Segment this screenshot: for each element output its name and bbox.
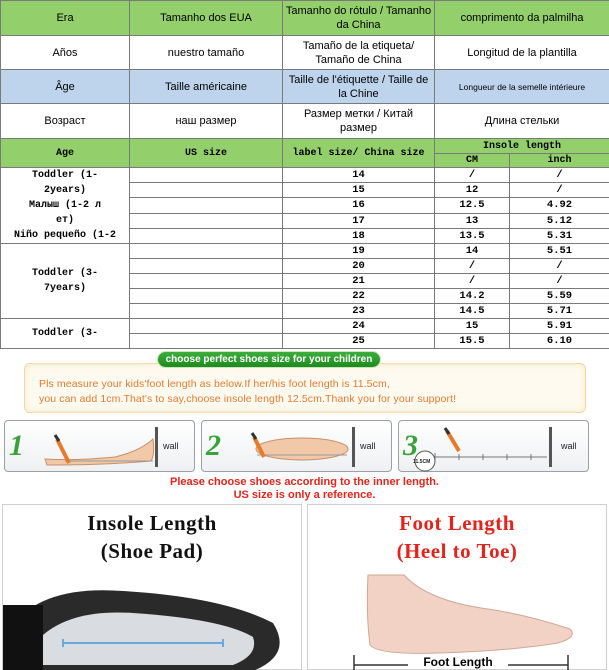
cm-cell: 12 <box>435 183 510 198</box>
table-row <box>1 319 609 334</box>
step-number: 1 <box>9 429 24 462</box>
cm-cell: 14.2 <box>435 289 510 304</box>
measure-badge: 11.5CM <box>413 459 431 465</box>
age-header: Age <box>1 139 130 168</box>
step-number: 2 <box>206 429 221 462</box>
insole-label: Longitud de la plantilla <box>435 36 609 70</box>
cm-cell: 12.5 <box>435 198 510 213</box>
insole-label: Длина стельки <box>435 104 609 139</box>
wall-label: wall <box>360 441 376 451</box>
inch-cell: / <box>510 183 609 198</box>
inch-cell: / <box>510 274 609 289</box>
era-label: Возраст <box>1 104 130 139</box>
us-size-reference-note: US size is only a reference. <box>233 489 376 501</box>
label-size-cell: 16 <box>283 198 435 213</box>
inch-cell: 5.12 <box>510 213 609 228</box>
us-size-cell <box>130 259 283 274</box>
cm-cell: 15.5 <box>435 334 510 349</box>
foot-title: Foot Length <box>399 511 515 535</box>
foot-side-illustration <box>308 505 608 670</box>
era-label: Âge <box>1 70 130 104</box>
label-size-cell: 24 <box>283 319 435 334</box>
cm-cell: / <box>435 274 510 289</box>
label-size-label: Taille de l'étiquette / Taille de la Chine <box>283 70 435 104</box>
foot-subtitle: (Heel to Toe) <box>396 539 518 563</box>
us-size-cell <box>130 244 283 259</box>
cm-header: CM <box>435 154 510 168</box>
label-size-cell: 20 <box>283 259 435 274</box>
shoe-insole-illustration <box>3 505 303 670</box>
inch-cell: 5.31 <box>510 228 609 243</box>
inch-cell: 5.51 <box>510 244 609 259</box>
us-size-header: US size <box>130 139 283 168</box>
lang-row-portuguese <box>1 1 609 36</box>
step-number: 3 <box>403 429 418 462</box>
us-size-cell <box>130 289 283 304</box>
age-group-cell: Toddler (3- 7years) <box>1 244 130 319</box>
table-row <box>1 168 609 183</box>
us-size-cell <box>130 304 283 319</box>
step-3-diagram <box>398 420 589 472</box>
lang-row-spanish <box>1 36 609 70</box>
inner-length-note: Please choose shoes according to the inner length. <box>170 476 439 488</box>
inch-cell: 5.59 <box>510 289 609 304</box>
insole-title: Insole Length <box>87 511 217 535</box>
column-header-row <box>1 139 609 154</box>
label-size-cell: 14 <box>283 168 435 183</box>
cm-cell: 15 <box>435 319 510 334</box>
inch-cell: 4.92 <box>510 198 609 213</box>
lang-row-russian <box>1 104 609 139</box>
measure-instructions-banner <box>0 349 609 415</box>
insole-subtitle: (Shoe Pad) <box>100 539 204 563</box>
inch-header: inch <box>510 154 609 168</box>
us-size-cell <box>130 274 283 289</box>
us-size-cell <box>130 228 283 243</box>
table-row <box>1 244 609 259</box>
us-size-cell <box>130 198 283 213</box>
era-label: Años <box>1 36 130 70</box>
step-1-diagram <box>4 420 195 472</box>
us-size-cell <box>130 183 283 198</box>
us-size-cell <box>130 213 283 228</box>
cm-cell: 14.5 <box>435 304 510 319</box>
label-size-header: label size/ China size <box>283 139 435 168</box>
cm-cell: / <box>435 259 510 274</box>
label-size-cell: 25 <box>283 334 435 349</box>
inch-cell: / <box>510 259 609 274</box>
us-size-cell <box>130 168 283 183</box>
label-size-cell: 15 <box>283 183 435 198</box>
cm-cell: 13.5 <box>435 228 510 243</box>
step-2-diagram <box>201 420 392 472</box>
banner-title: choose perfect shoes size for your children <box>158 352 380 367</box>
label-size-label: Tamanho do rótulo / Tamanho da China <box>283 1 435 36</box>
instructions-box <box>24 363 586 413</box>
label-size-label: Tamaño de la etiqueta/ Tamaño de China <box>283 36 435 70</box>
inch-cell: 5.71 <box>510 304 609 319</box>
inch-cell: / <box>510 168 609 183</box>
label-size-cell: 17 <box>283 213 435 228</box>
cm-cell: 13 <box>435 213 510 228</box>
us-size-label: Taille américaine <box>130 70 283 104</box>
label-size-cell: 19 <box>283 244 435 259</box>
us-size-label: nuestro tamaño <box>130 36 283 70</box>
label-size-cell: 21 <box>283 274 435 289</box>
wall-label: wall <box>163 441 179 451</box>
insole-length-panel <box>2 504 302 670</box>
us-size-cell <box>130 319 283 334</box>
instructions-line-2: you can add 1cm.That's to say,choose insole length 12.5cm.Thank you for your support! <box>39 393 457 405</box>
us-size-cell <box>130 334 283 349</box>
cm-cell: / <box>435 168 510 183</box>
wall-label: wall <box>561 441 577 451</box>
insole-length-header: Insole length <box>435 139 609 154</box>
insole-label: comprimento da palmilha <box>435 1 609 36</box>
us-size-label: наш размер <box>130 104 283 139</box>
inch-cell: 5.91 <box>510 319 609 334</box>
us-size-label: Tamanho dos EUA <box>130 1 283 36</box>
label-size-cell: 18 <box>283 228 435 243</box>
cm-cell: 14 <box>435 244 510 259</box>
era-label: Era <box>1 1 130 36</box>
age-group-cell: Toddler (3- <box>1 319 130 349</box>
label-size-cell: 22 <box>283 289 435 304</box>
inch-cell: 6.10 <box>510 334 609 349</box>
label-size-cell: 23 <box>283 304 435 319</box>
label-size-label: Размер метки / Китай размер <box>283 104 435 139</box>
foot-length-panel <box>307 504 607 670</box>
foot-length-label: Foot Length <box>408 655 508 669</box>
lang-row-french <box>1 70 609 104</box>
instructions-line-1: Pls measure your kids'foot length as below.If her/his foot length is 11.5cm, <box>39 378 390 390</box>
insole-label: Longueur de la semelle intérieure <box>435 70 609 104</box>
age-group-cell: Toddler (1- 2years) Малыш (1-2 л ет) Niño pequeño (1-2 <box>1 168 130 244</box>
